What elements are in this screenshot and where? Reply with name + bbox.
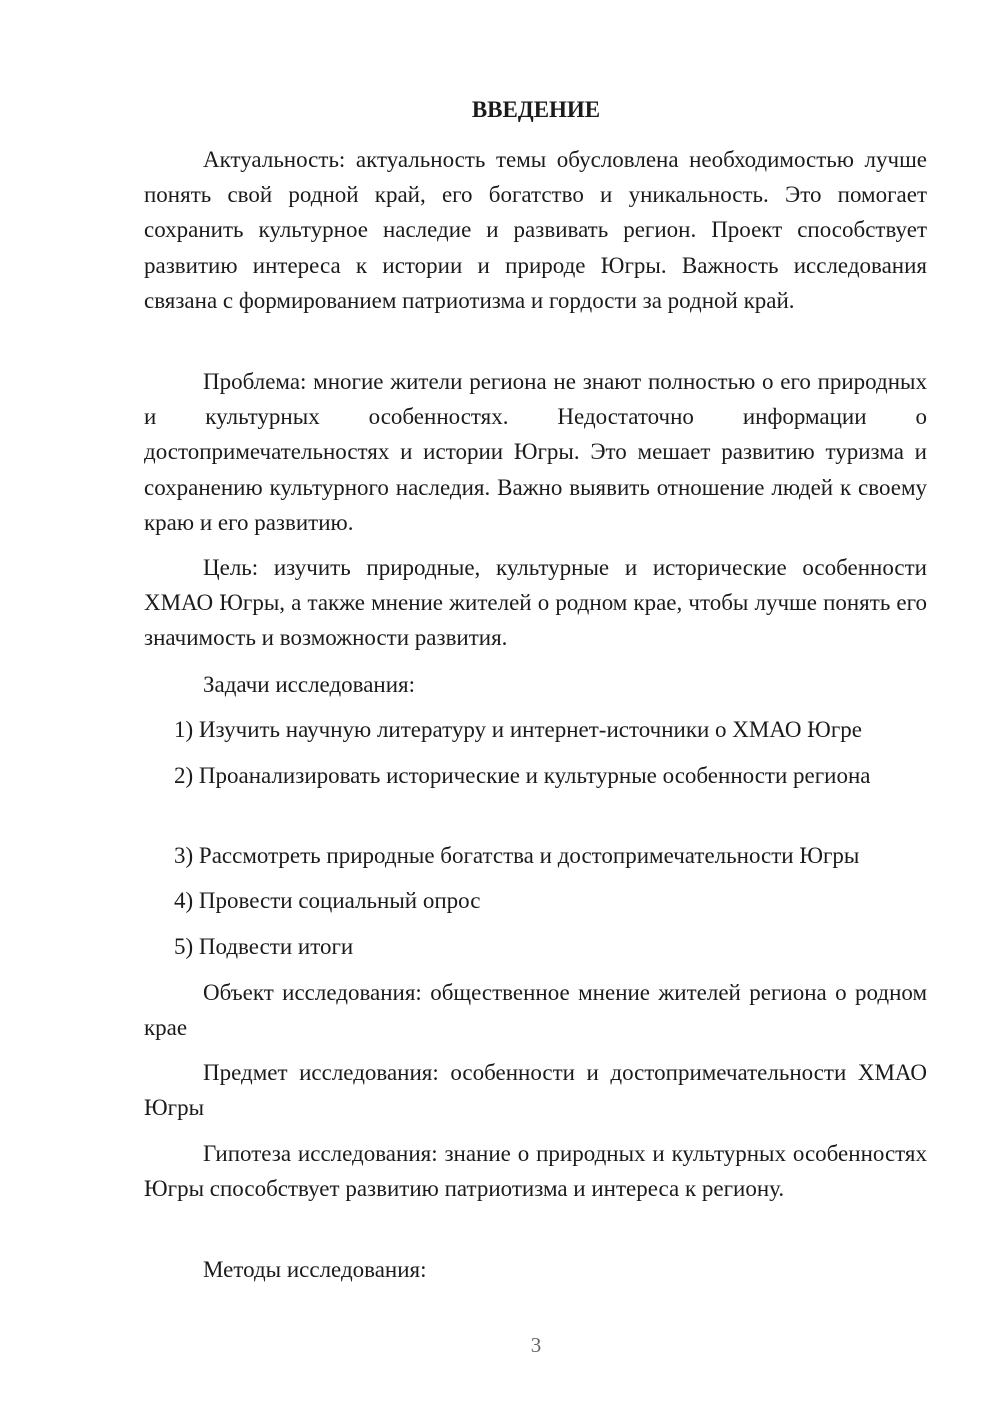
hypothesis-paragraph: Гипотеза исследования: знание о природных и культурных особенностях Югры способствует развитию патриотизма и интереса к региону. (144, 1141, 927, 1202)
relevance-paragraph: Актуальность: актуальность темы обусловлена необходимостью лучше понять свой родной край, его богатство и уникальность. Это помогает сохранить культурное наследие и развивать регион. Проект способствует развитию интереса к истории и природе Югры. Важность исследования связана с формированием патриотизма и гордости за родной край. (144, 147, 927, 313)
page-title: ВВЕДЕНИЕ (471, 97, 601, 122)
tasks-heading: Задачи исследования: (203, 672, 416, 697)
methods-heading: Методы исследования: (203, 1257, 427, 1282)
page-number: 3 (530, 1333, 542, 1357)
task-item-1: 1) Изучить научную литературу и интернет-источники о ХМАО Югре (174, 717, 862, 742)
object-paragraph: Объект исследования: общественное мнение жителей региона о родном крае (144, 980, 927, 1041)
task-item-5: 5) Подвести итоги (174, 934, 354, 959)
task-item-3: 3) Рассмотреть природные богатства и достопримечательности Югры (174, 843, 860, 868)
problem-paragraph: Проблема: многие жители региона не знают полностью о его природных и культурных особенностях. Недостаточно информации о достопримечательностях и истории Югры. Это мешает развитию туризма и сохранению культурного наследия. Важно выявить отношение людей к своему краю и его развитию. (144, 369, 927, 535)
subject-paragraph: Предмет исследования: особенности и достопримечательности ХМАО Югры (144, 1060, 927, 1121)
task-item-4: 4) Провести социальный опрос (174, 888, 481, 913)
task-item-2: 2) Проанализировать исторические и культурные особенности региона (174, 763, 871, 788)
goal-paragraph: Цель: изучить природные, культурные и исторические особенности ХМАО Югры, а также мнение жителей о родном крае, чтобы лучше понять его значимость и возможности развития. (144, 555, 927, 651)
